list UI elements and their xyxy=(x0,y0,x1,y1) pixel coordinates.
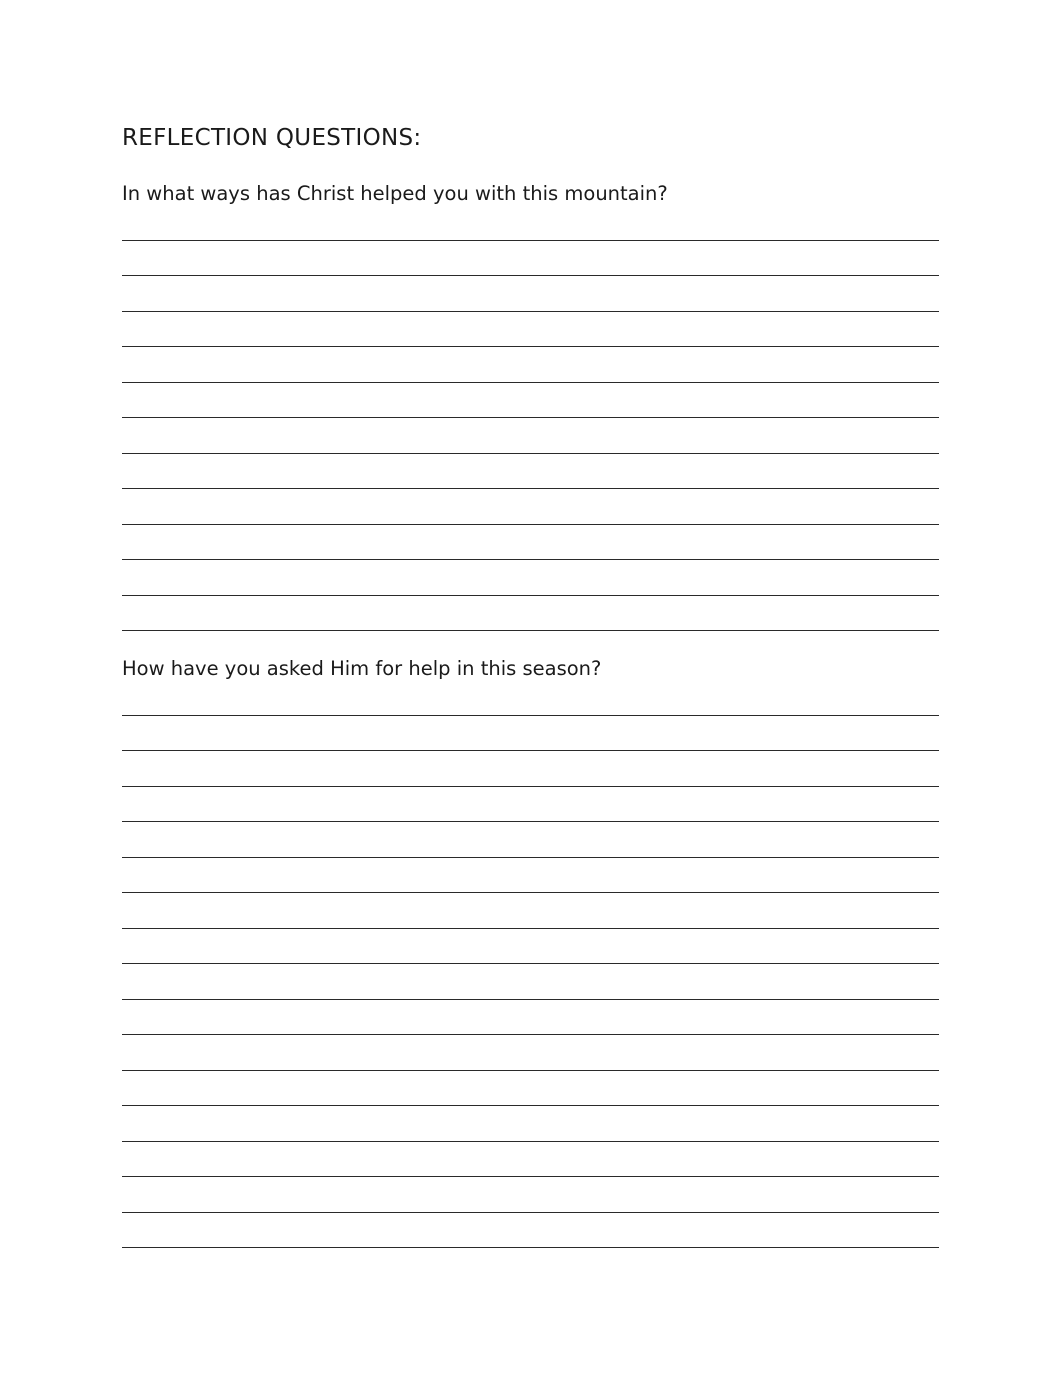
answer-line[interactable] xyxy=(122,716,939,752)
answer-line[interactable] xyxy=(122,929,939,965)
question-2-text: How have you asked Him for help in this season? xyxy=(122,657,602,680)
answer-line[interactable] xyxy=(122,205,939,241)
answer-line[interactable] xyxy=(122,560,939,596)
answer-line[interactable] xyxy=(122,241,939,277)
answer-line[interactable] xyxy=(122,347,939,383)
answer-line[interactable] xyxy=(122,893,939,929)
page-heading: REFLECTION QUESTIONS: xyxy=(122,125,422,151)
answer-line[interactable] xyxy=(122,1177,939,1213)
answer-line[interactable] xyxy=(122,1106,939,1142)
answer-line[interactable] xyxy=(122,383,939,419)
answer-line[interactable] xyxy=(122,858,939,894)
answer-line[interactable] xyxy=(122,1213,939,1249)
answer-line[interactable] xyxy=(122,489,939,525)
answer-line[interactable] xyxy=(122,1142,939,1178)
answer-line[interactable] xyxy=(122,751,939,787)
answer-line[interactable] xyxy=(122,787,939,823)
answer-line[interactable] xyxy=(122,822,939,858)
answer-line[interactable] xyxy=(122,1035,939,1071)
answer-line[interactable] xyxy=(122,596,939,632)
answer-line[interactable] xyxy=(122,312,939,348)
answer-line[interactable] xyxy=(122,418,939,454)
answer-line[interactable] xyxy=(122,276,939,312)
answer-line[interactable] xyxy=(122,680,939,716)
answer-line[interactable] xyxy=(122,964,939,1000)
answer-line[interactable] xyxy=(122,1000,939,1036)
question-1-text: In what ways has Christ helped you with this mountain? xyxy=(122,182,668,205)
answer-line[interactable] xyxy=(122,1071,939,1107)
question-2-answer-lines[interactable] xyxy=(122,680,939,1248)
answer-line[interactable] xyxy=(122,525,939,561)
answer-line[interactable] xyxy=(122,454,939,490)
question-1-answer-lines[interactable] xyxy=(122,205,939,631)
